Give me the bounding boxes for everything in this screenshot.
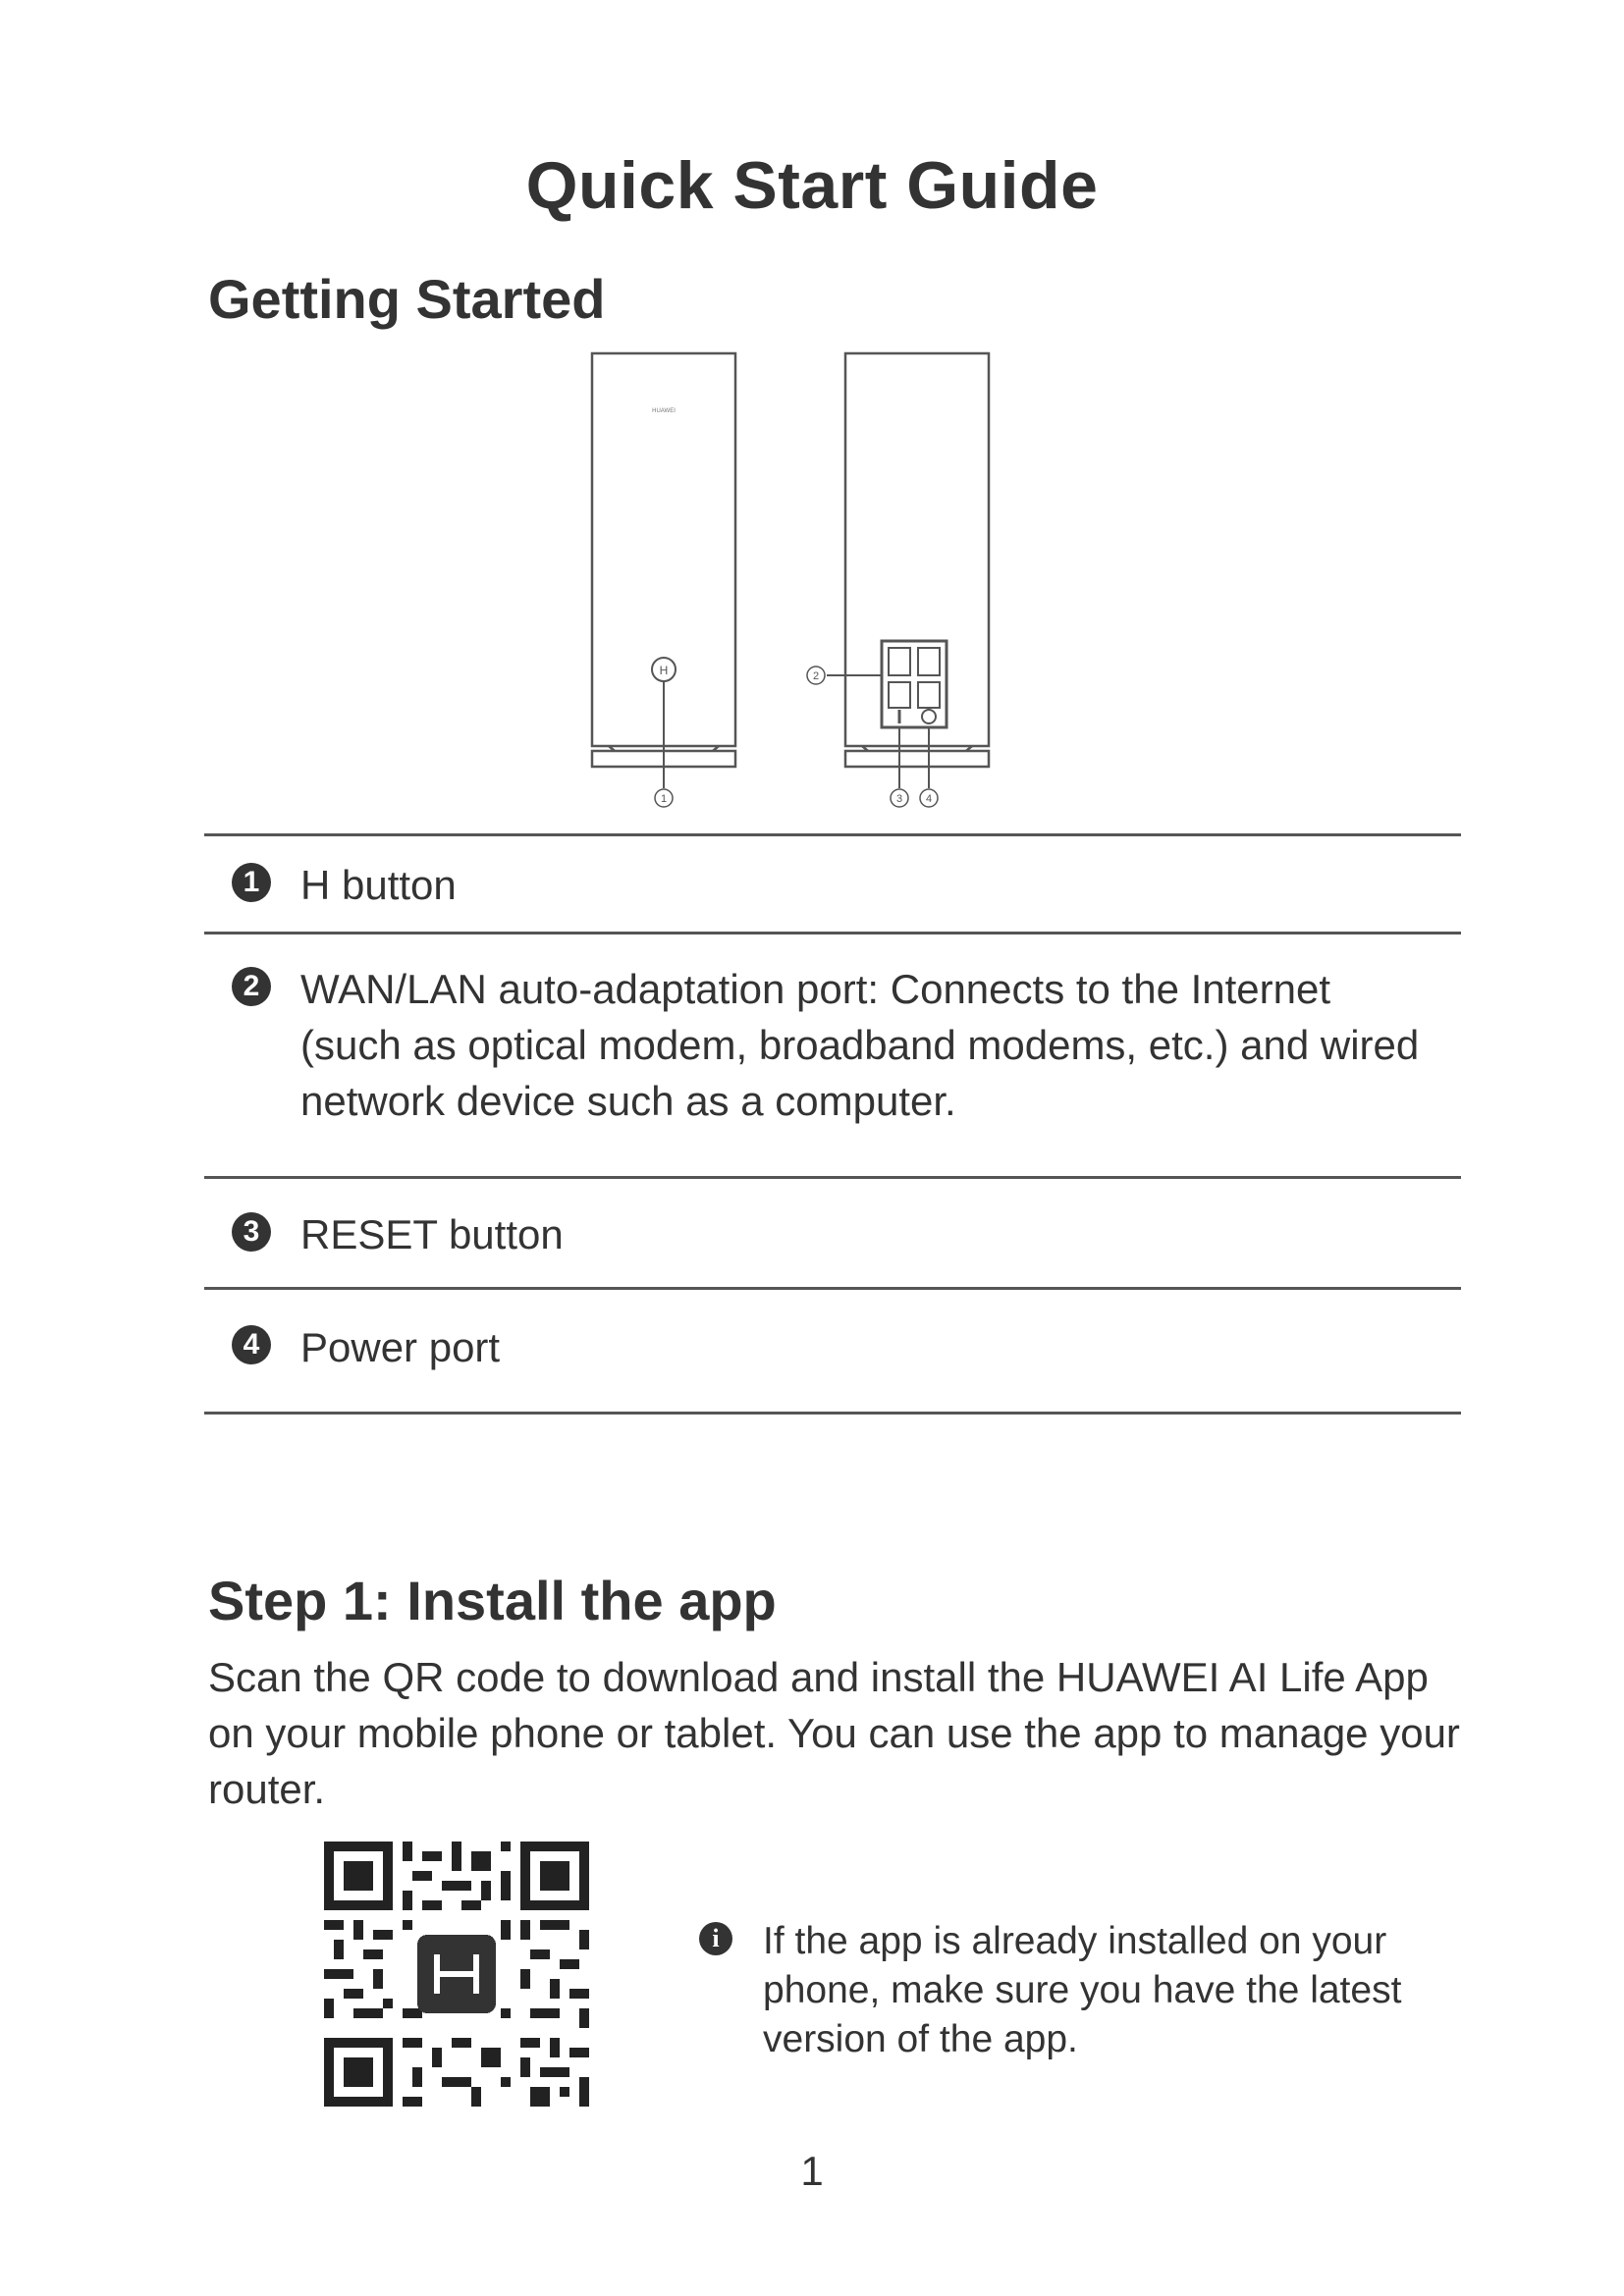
table-divider bbox=[204, 1176, 1461, 1179]
table-divider bbox=[204, 1287, 1461, 1290]
component-label: Power port bbox=[300, 1324, 501, 1370]
power-port-icon bbox=[922, 710, 936, 723]
callout-2: 2 bbox=[812, 670, 820, 682]
wan-lan-port-icon bbox=[889, 648, 910, 675]
table-divider bbox=[204, 1412, 1461, 1415]
page-number: 1 bbox=[800, 2148, 824, 2194]
number-badge-2: 2 bbox=[232, 967, 271, 1006]
number-badge-3: 3 bbox=[232, 1212, 271, 1252]
step1-heading: Step 1: Install the app bbox=[208, 1570, 777, 1631]
brand-mark: HUAWEI bbox=[652, 408, 676, 414]
callout-1: 1 bbox=[660, 793, 668, 805]
router-illustration bbox=[550, 339, 1021, 820]
getting-started-heading: Getting Started bbox=[208, 268, 606, 330]
component-label: H button bbox=[300, 862, 457, 908]
svg-text:H: H bbox=[659, 664, 669, 677]
number-badge-4: 4 bbox=[232, 1325, 271, 1364]
page-title: Quick Start Guide bbox=[525, 148, 1099, 223]
update-app-note: If the app is already installed on your phone, make sure you have the latest version of the app. bbox=[763, 1920, 1402, 2060]
number-badge-1: 1 bbox=[232, 863, 271, 902]
router-back-base bbox=[845, 751, 989, 767]
info-icon: i bbox=[699, 1922, 732, 1955]
callout-3: 3 bbox=[895, 793, 903, 805]
qr-code-icon bbox=[324, 1842, 589, 2107]
table-divider bbox=[204, 932, 1461, 934]
component-label: WAN/LAN auto-adaptation port: Connects to the Internet (such as optical modem, broadband modems, etc.) and wired network device such as a computer. bbox=[300, 966, 1420, 1124]
table-divider bbox=[204, 833, 1461, 836]
callout-4: 4 bbox=[925, 793, 933, 805]
step1-body: Scan the QR code to download and install the HUAWEI AI Life App on your mobile phone or tablet. You can use the app to manage your router. bbox=[208, 1654, 1460, 1812]
port-panel bbox=[882, 641, 947, 727]
component-label: RESET button bbox=[300, 1211, 564, 1257]
